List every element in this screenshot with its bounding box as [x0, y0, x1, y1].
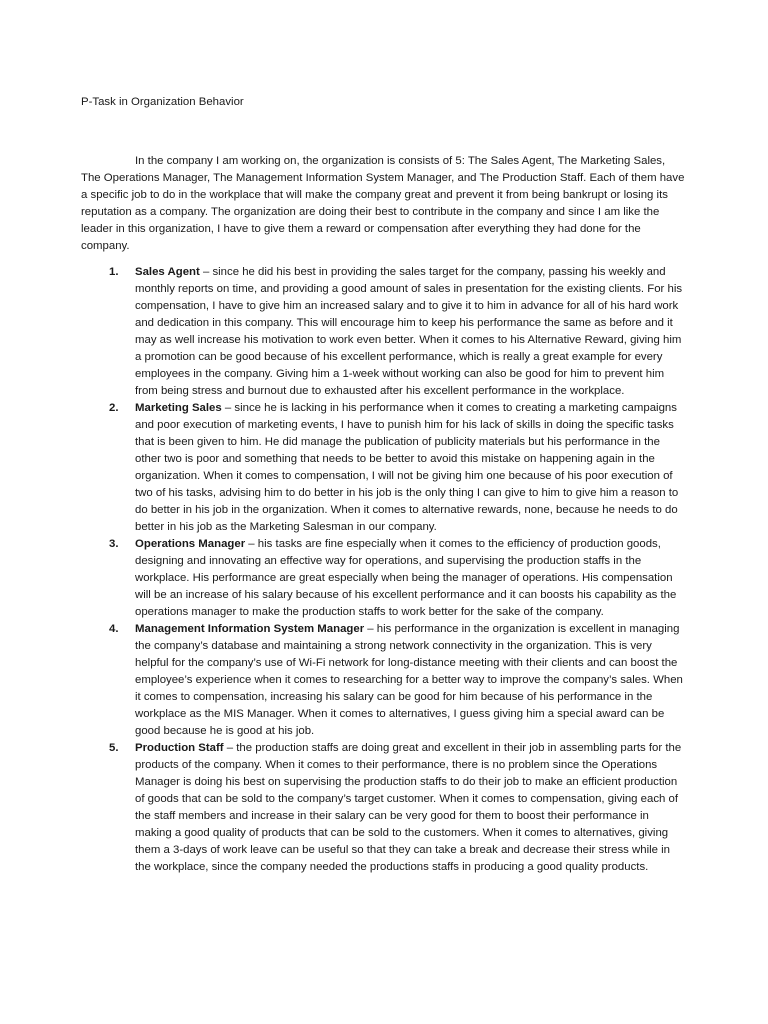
- list-item: [81, 536, 686, 621]
- item-term: Operations Manager: [135, 538, 246, 550]
- list-item: [81, 621, 686, 740]
- item-number: 3.: [109, 538, 119, 550]
- item-text: – his tasks are fine especially when it comes to the efficiency of production goods, designing and innovating an effective way for operations, and supervising the production staffs in the workplace. His performance are great especially when being the manager of operations. His compensation will be an increase of his salary because of his excellent performance and it can boosts his capability as the operations manager to make the production staffs to work better for the sake of the company.: [135, 538, 677, 618]
- item-term: Marketing Sales: [135, 402, 222, 414]
- document-page: [81, 94, 686, 876]
- item-text: – the production staffs are doing great and excellent in their job in assembling parts for the products of the company. When it comes to their performance, there is no problem since the Operations Manager is doing his best on supervising the production staffs to do their job to make an efficient production of goods that can be sold to the company’s target customer. When it comes to compensation, giving each of the staff members and increase in their salary can be very good for them to boost their performance in making a good quality of products that can be sold to the customers. When it comes to alternatives, giving them a 3-days of work leave can be useful so that they can take a break and decrease their stress while in the workplace, since the company needed the productions staffs in producing a good quality products.: [135, 742, 682, 873]
- item-number: 4.: [109, 623, 119, 635]
- list-item: [81, 740, 686, 876]
- item-number: 2.: [109, 402, 119, 414]
- document-title: P-Task in Organization Behavior: [81, 96, 244, 108]
- item-number: 1.: [109, 266, 119, 278]
- intro-paragraph: In the company I am working on, the organization is consists of 5: The Sales Agent, The Marketing Sales, The Operations Manager, The Management Information System Manager, and The Production Staff. Each of them have a specific job to do in the workplace that will make the company great and prevent it from being bankrupt or losing its reputation as a company. The organization are doing their best to contribute in the company and since I am like the leader in this organization, I have to give them a reward or compensation after everything they had done for the company.: [81, 155, 685, 252]
- list-item: [81, 264, 686, 400]
- item-term: Production Staff: [135, 742, 224, 754]
- item-text: – his performance in the organization is excellent in managing the company’s database and maintaining a strong network connectivity in the organization. This is very helpful for the company’s use of Wi-Fi network for long-distance meeting with their clients and can boost the employee’s experience when it comes to researching for a better way to improve the company’s sales. When it comes to compensation, increasing his salary can be good for him because of his performance in the workplace as the MIS Manager. When it comes to alternatives, I guess giving him a special award can be good because he is good at his job.: [135, 623, 683, 737]
- item-number: 5.: [109, 742, 119, 754]
- item-text: – since he is lacking in his performance when it comes to creating a marketing campaigns and poor execution of marketing events, I have to punish him for his lack of skills in doing the specific tasks that is been given to him. He did manage the publication of publicity materials but his performance in the other two is poor and something that needs to be better to avoid this mistake on happening again in the organization. When it comes to compensation, I will not be giving him one because of his poor execution of two of his tasks, advising him to do better in his job is the only thing I can give to him to give him a reason to do better in his job in the organization. When it comes to alternative rewards, none, because he needs to do better in his job as the Marketing Salesman in our company.: [135, 402, 679, 533]
- item-term: Management Information System Manager: [135, 623, 365, 635]
- item-term: Sales Agent: [135, 266, 200, 278]
- item-text: – since he did his best in providing the sales target for the company, passing his weekly and monthly reports on time, and providing a good amount of sales in presentation for the existing clients. For his compensation, I have to give him an increased salary and to give it to him in advance for all of his hard work and dedication in this company. This will encourage him to keep his performance the same as before and it may as well increase his motivation to work even better. When it comes to his Alternative Reward, giving him a promotion can be good because of his excellent performance, which is really a great example for every employees in the company. Giving him a 1-week without working can also be good for him to prevent him from being stress and burnout due to exhausted after his excellent performance in the workplace.: [135, 266, 683, 397]
- numbered-list: [81, 264, 686, 876]
- list-item: [81, 400, 686, 536]
